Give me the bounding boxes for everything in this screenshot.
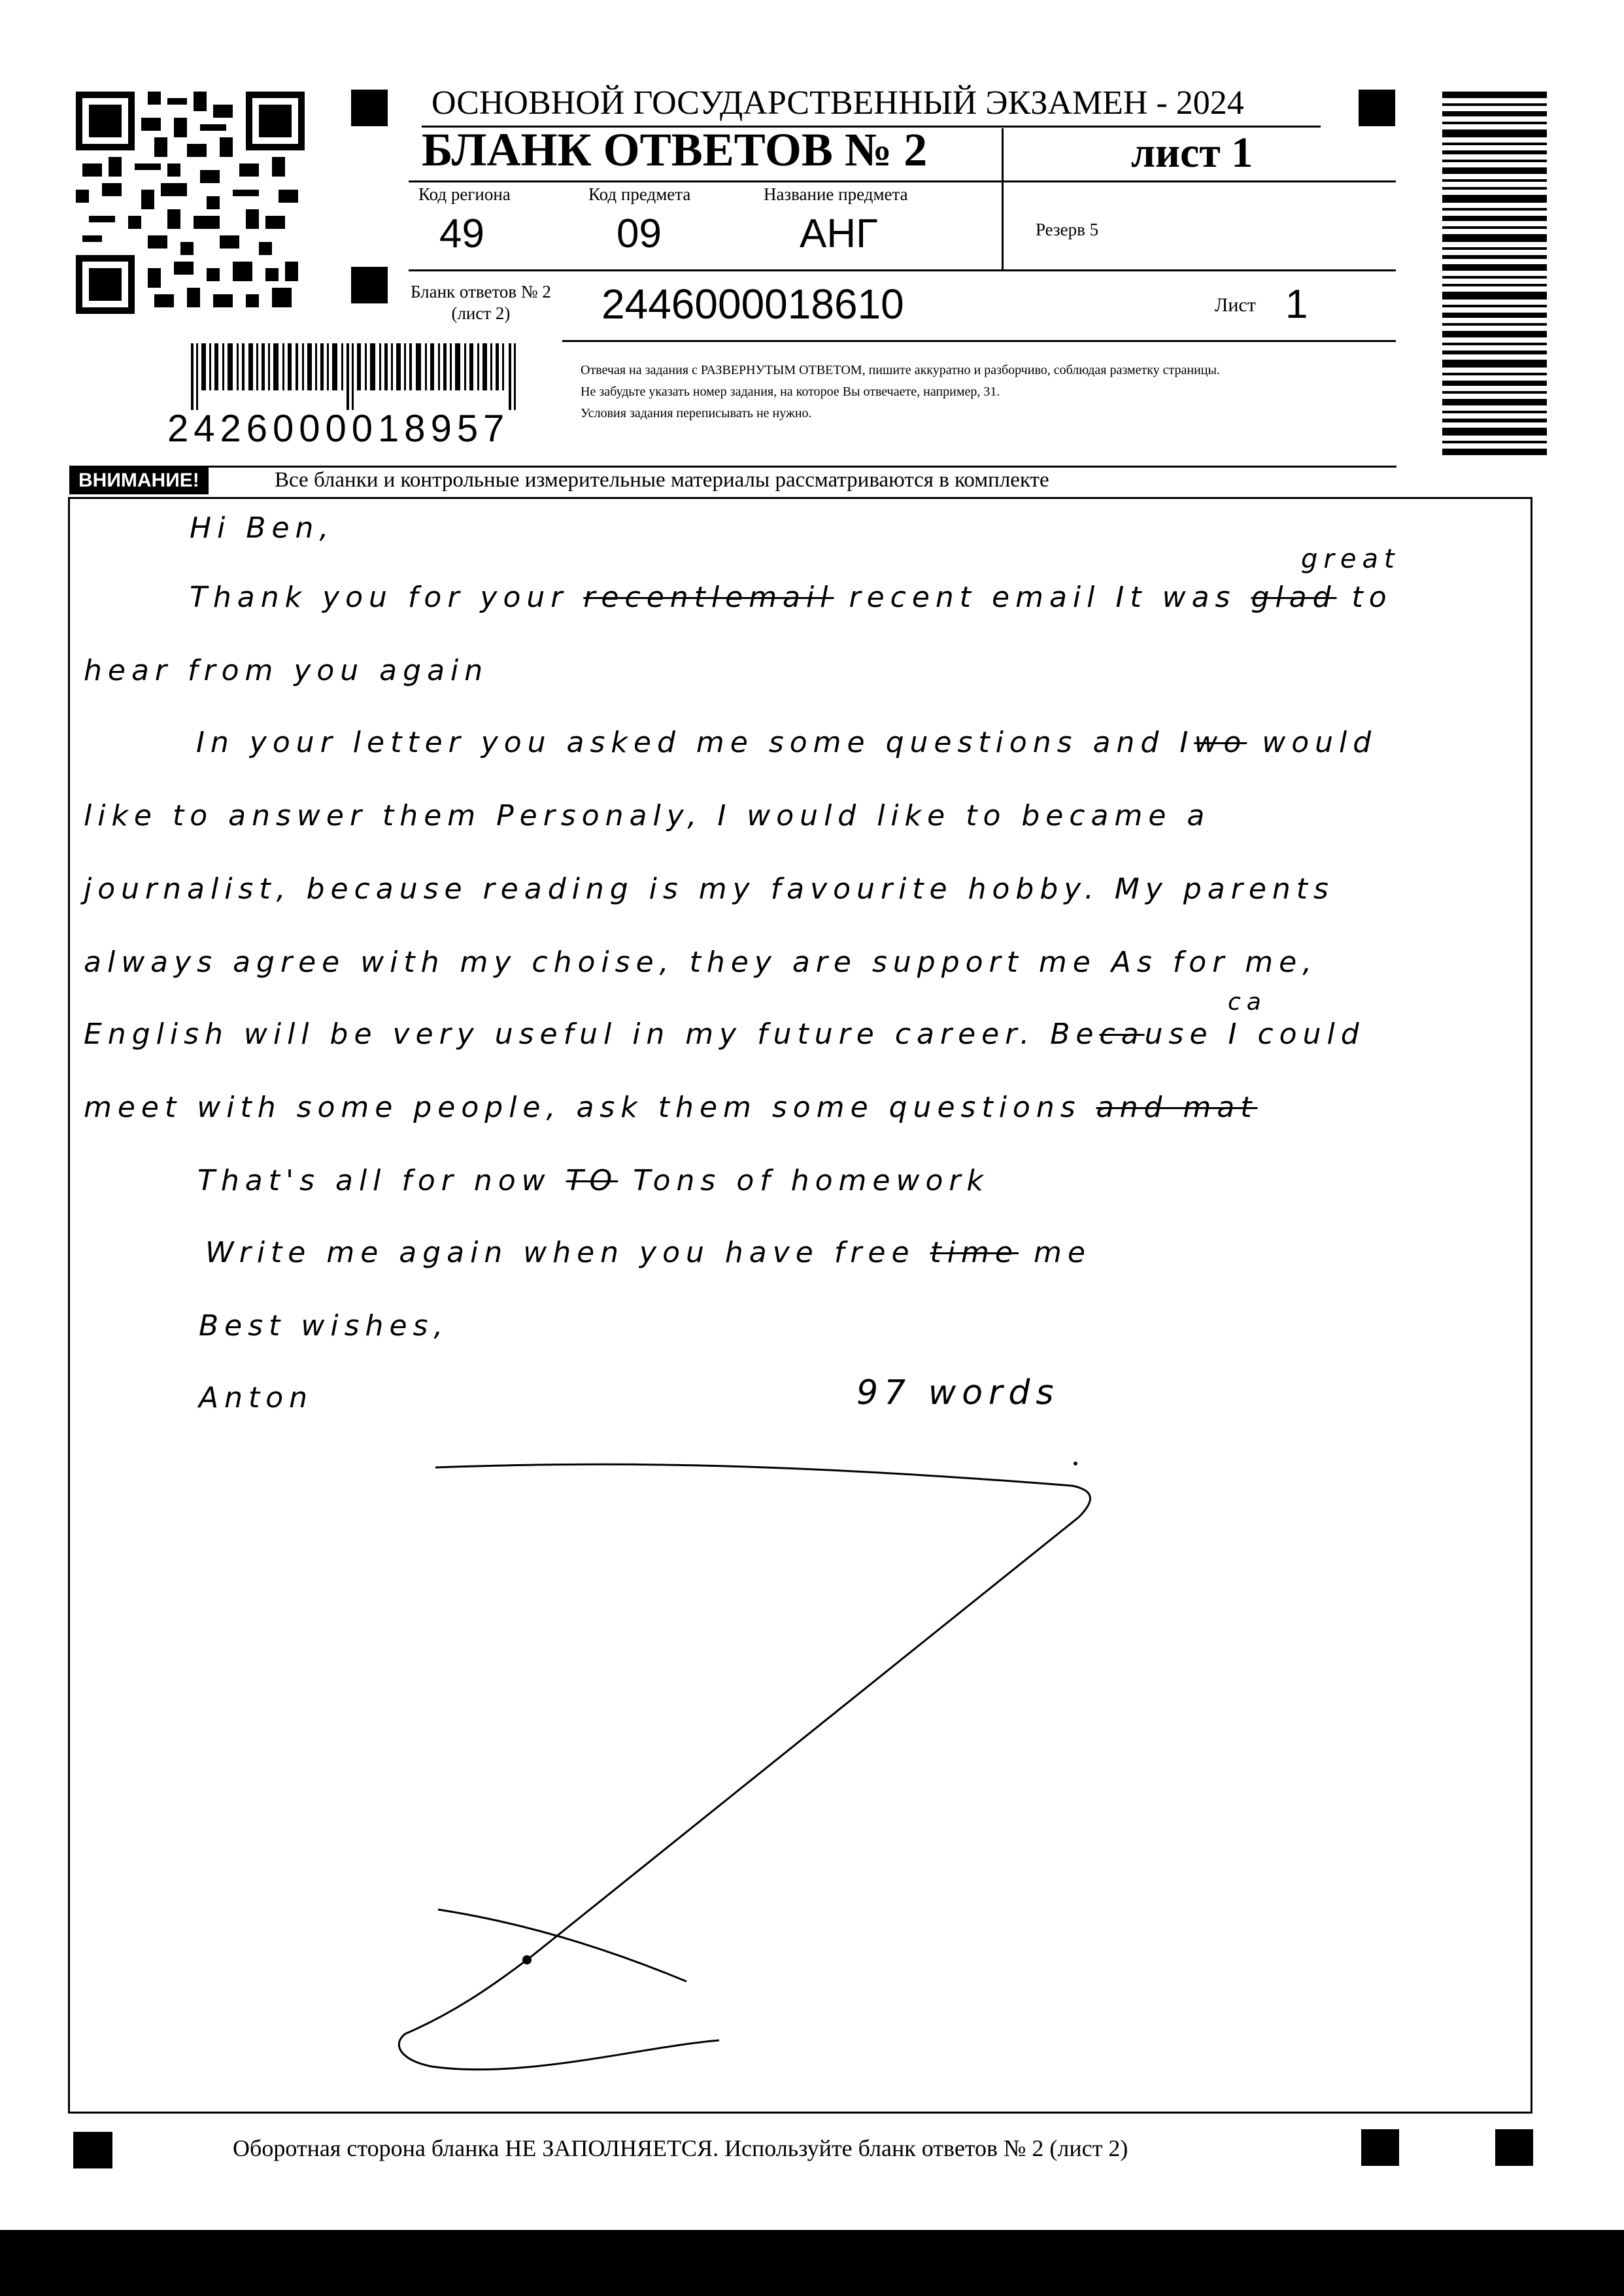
answer-line-10-crossed-out: TO	[566, 1164, 618, 1197]
header-line-2	[409, 180, 1396, 182]
region-value: 49	[439, 211, 484, 256]
answer-line-12: Best wishes,	[199, 1309, 449, 1343]
form-title: БЛАНК ОТВЕТОВ № 2	[422, 124, 928, 176]
answer-line-13: Anton	[199, 1381, 314, 1414]
answer-line-9	[84, 1091, 1258, 1124]
warning-text: Все бланки и контрольные измерительные материалы рассматриваются в комплекте	[275, 468, 1049, 492]
exam-title: ОСНОВНОЙ ГОСУДАРСТВЕННЫЙ ЭКЗАМЕН - 2024	[431, 84, 1244, 122]
answer-line-4-part-a: In your letter you asked me some questions and I	[196, 726, 1194, 759]
answer-line-2-crossed-out-2: glad	[1251, 581, 1337, 614]
answer-line-11-crossed-out: time	[930, 1236, 1019, 1269]
sheet-label: Лист	[1215, 294, 1256, 316]
form-ref-label-line-1: Бланк ответов № 2	[411, 282, 551, 301]
registration-mark-bottom-right-1	[1361, 2129, 1399, 2166]
answer-line-2-part-c: to	[1351, 581, 1393, 614]
registration-mark-top-left	[351, 90, 388, 126]
subject-name-value: АНГ	[800, 211, 878, 256]
barcode-number: 2426000018957	[167, 407, 510, 450]
form-ref-label-line-2: (лист 2)	[451, 303, 511, 323]
answer-line-8-superscript: ca	[1228, 989, 1267, 1016]
answer-line-10	[197, 1164, 989, 1197]
barcode-horizontal-icon	[191, 343, 531, 410]
qr-code-icon	[76, 92, 305, 314]
instructions	[581, 360, 1220, 424]
answer-line-2-superscript: great	[1301, 544, 1400, 574]
answer-line-11	[205, 1236, 1091, 1269]
warning-line	[69, 466, 1396, 468]
word-count: 97 words	[856, 1373, 1060, 1413]
answer-line-8	[84, 1018, 1365, 1051]
answer-line-9-part-a: meet with some people, ask them some questions	[84, 1091, 1081, 1124]
header-divider-vertical	[1002, 128, 1004, 271]
registration-mark-mid-left	[351, 267, 388, 303]
instruction-line-1: Отвечая на задания с РАЗВЕРНУТЫМ ОТВЕТОМ, пишите аккуратно и разборчиво, соблюдая разметку страницы.	[581, 363, 1220, 377]
registration-mark-top-right	[1359, 90, 1395, 126]
sheet-title: лист 1	[1131, 129, 1253, 177]
instruction-line-2: Не забудьте указать номер задания, на которое Вы отвечаете, например, 31.	[581, 385, 1000, 399]
subject-name-label: Название предмета	[764, 184, 908, 204]
answer-line-11-part-a: Write me again when you have free	[205, 1236, 915, 1269]
sheet-number: 1	[1285, 282, 1308, 327]
answer-line-10-part-a: That's all for now	[197, 1164, 551, 1197]
answer-line-1: Hi Ben,	[190, 511, 335, 545]
warning-badge: ВНИМАНИЕ!	[69, 467, 209, 494]
answer-line-6: journalist, because reading is my favourite hobby. My parents	[84, 872, 1334, 906]
answer-line-8-part-a: English will be very useful in my future career. Be	[84, 1018, 1100, 1051]
z-closing-line-icon	[392, 1439, 1111, 2093]
answer-line-9-crossed-out: and mat	[1096, 1091, 1258, 1124]
subject-code-label: Код предмета	[588, 184, 691, 204]
header-line-3	[409, 269, 1396, 271]
answer-line-11-part-b: me	[1033, 1236, 1091, 1269]
answer-line-10-part-b: Tons of homework	[633, 1164, 989, 1197]
scan-bottom-band	[0, 2230, 1624, 2296]
barcode-icon	[1442, 92, 1547, 458]
answer-line-4-crossed-out: wo	[1194, 726, 1247, 759]
region-label: Код региона	[418, 184, 511, 204]
answer-line-8-part-b: use I could	[1144, 1018, 1365, 1051]
answer-line-5: like to answer them Personaly, I would like to became a	[84, 799, 1211, 832]
header-line-4	[562, 340, 1396, 342]
registration-mark-bottom-right-2	[1495, 2129, 1533, 2166]
reserve-label: Резерв 5	[1036, 220, 1099, 239]
form-ref-number: 2446000018610	[601, 281, 904, 328]
answer-line-4-part-b: would	[1262, 726, 1378, 759]
answer-line-8-crossed-out: ca	[1099, 1018, 1145, 1051]
answer-line-3: hear from you again	[84, 654, 489, 687]
registration-mark-bottom-left	[73, 2132, 112, 2168]
answer-line-2-crossed-out: recentlemail	[583, 581, 834, 614]
answer-line-7: always agree with my choise, they are support me As for me,	[84, 946, 1318, 979]
answer-line-4	[196, 726, 1377, 759]
instruction-line-3: Условия задания переписывать не нужно.	[581, 406, 812, 420]
answer-line-2-part-a: Thank you for your	[190, 581, 569, 614]
form-ref-label	[411, 281, 551, 324]
answer-line-2	[190, 581, 1393, 614]
footer-text: Оборотная сторона бланка НЕ ЗАПОЛНЯЕТСЯ. Используйте бланк ответов № 2 (лист 2)	[233, 2135, 1128, 2161]
subject-code-value: 09	[617, 211, 662, 256]
answer-line-2-part-b: recent email It was	[849, 581, 1236, 614]
